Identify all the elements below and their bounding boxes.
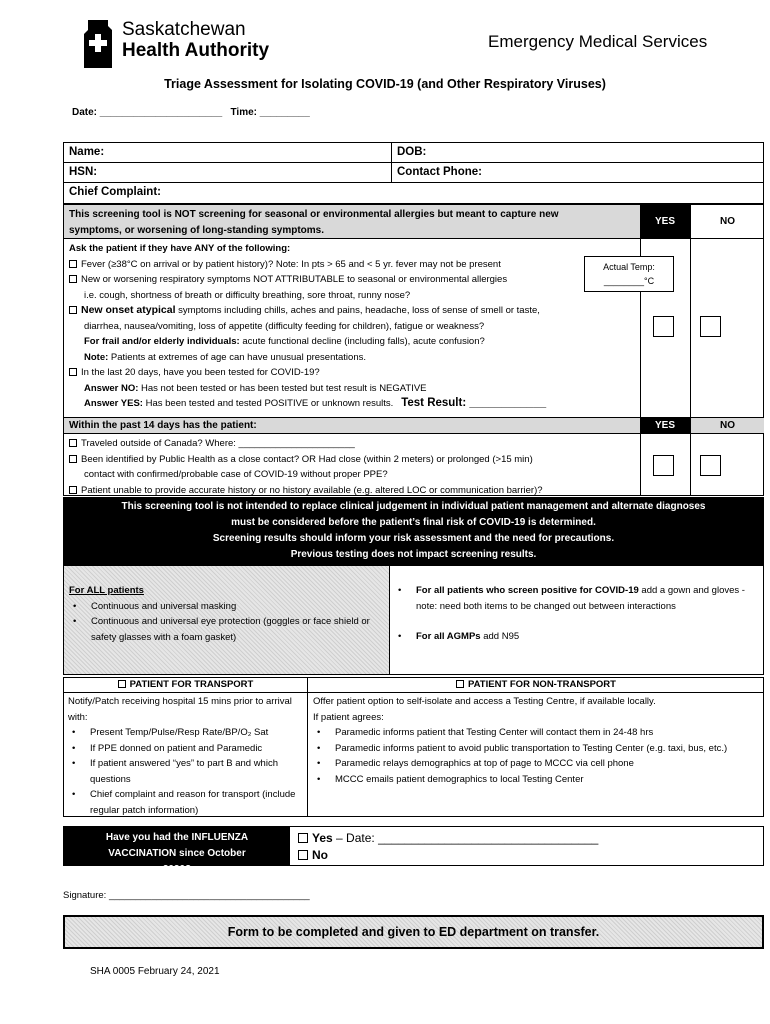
time-field[interactable]: Time: _________: [230, 107, 310, 118]
transport-item: • If PPE donned on patient and Paramedic: [68, 741, 306, 757]
precaution-item: • Continuous and universal masking: [69, 599, 387, 615]
history-checkbox[interactable]: [69, 486, 77, 494]
exposure-heading: Within the past 14 days has the patient:: [64, 417, 640, 434]
department-name: Emergency Medical Services: [488, 32, 708, 51]
nontransport-item: • Paramedic relays demographics at top of page to MCCC via cell phone: [313, 756, 761, 772]
health-authority-logo-icon: [82, 20, 114, 68]
precautions-section: [63, 565, 764, 675]
transport-item: • If patient answered “yes” to part B and which questions: [68, 756, 306, 787]
contact-checkbox[interactable]: [69, 455, 77, 463]
screening-intro: This screening tool is NOT screening for seasonal or environmental allergies but meant to capture new symptoms, or worsening of long-standing symptoms.: [64, 205, 640, 239]
transport-instructions: Notify/Patch receiving hospital 15 mins prior to arrival with: • Present Temp/Pulse/Resp Rate/BP/O₂ Sat • If PPE donned on patient and Paramedic • If patient answered “yes” to part B and which questions • Chief complaint and reason for transport (include regular patch information): [68, 694, 306, 818]
form-title: Triage Assessment for Isolating COVID-19 (and Other Respiratory Viruses): [164, 77, 606, 91]
nontransport-instructions: Offer patient option to self-isolate and access a Testing Centre, if available locally. If patient agrees: • Paramedic informs patient that Testing Center will contact them in 24-48 hrs • Paramedic informs patient to avoid public transportation to Testing Center (e.g. taxi, bus, etc.) • Paramedic relays demographics at top of page to MCCC via cell phone • MCCC emails patient demographics to local Testing Center: [313, 694, 761, 787]
screening-no-checkbox[interactable]: [700, 316, 721, 337]
date-field[interactable]: Date: ______________________: [72, 107, 223, 118]
screening-section: [63, 204, 764, 496]
disclaimer-banner: This screening tool is not intended to replace clinical judgement in individual patient management and alternate diagnoses must be considered before the patient’s final risk of COVID-19 is determined. Screening results should inform your risk assessment and the need for precautions. Previous testing does not impact screening results.: [63, 497, 764, 565]
influenza-yes-option[interactable]: Yes – Date: _________________________________: [298, 830, 598, 847]
nontransport-heading[interactable]: PATIENT FOR NON-TRANSPORT: [308, 679, 764, 690]
tested-question: In the last 20 days, have you been tested for COVID-19?: [69, 365, 639, 381]
chief-complaint-field[interactable]: Chief Complaint:: [69, 186, 161, 198]
nontransport-item: • Paramedic informs patient to avoid public transportation to Testing Center (e.g. taxi, bus, etc.): [313, 741, 761, 757]
org-name-line2: Health Authority: [122, 40, 270, 61]
nontransport-item: • MCCC emails patient demographics to local Testing Center: [313, 772, 761, 788]
exposure-yes-header: YES: [640, 417, 690, 434]
fever-checkbox[interactable]: [69, 260, 77, 268]
disposition-section: [63, 677, 764, 817]
influenza-section: [63, 826, 764, 875]
contact-question: Been identified by Public Health as a close contact? OR Had close (within 2 meters) or prolonged (>15 min): [69, 452, 644, 468]
influenza-answers: [298, 830, 598, 864]
influenza-question: Have you had the INFLUENZA VACCINATION since October 2020?: [64, 827, 290, 865]
dob-field[interactable]: DOB:: [397, 146, 427, 158]
transport-item: • Chief complaint and reason for transport (include regular patch information): [68, 787, 306, 818]
exposure-yes-checkbox[interactable]: [653, 455, 674, 476]
screening-yes-header: YES: [640, 205, 690, 239]
name-field[interactable]: Name:: [69, 146, 105, 158]
form-code: SHA 0005 February 24, 2021: [90, 966, 220, 977]
footer-banner: Form to be completed and given to ED department on transfer.: [63, 915, 764, 949]
respiratory-checkbox[interactable]: [69, 275, 77, 283]
date-time-fields: [72, 107, 310, 118]
patient-info-table: [63, 142, 764, 204]
transport-heading[interactable]: PATIENT FOR TRANSPORT: [64, 679, 307, 690]
tested-checkbox[interactable]: [69, 368, 77, 376]
hsn-field[interactable]: HSN:: [69, 166, 98, 178]
exposure-no-header: NO: [690, 417, 764, 434]
positive-precautions: • For all patients who screen positive for COVID-19 add a gown and gloves - note: need both items to be changed out between interactions • For all AGMPs add N95: [394, 583, 760, 645]
ask-label: Ask the patient if they have ANY of the following:: [69, 243, 291, 254]
screening-questions: Ask the patient if they have ANY of the following: Fever (≥38°C on arrival or by patient history)? Note: In pts > 65 and < 5 yr. fever may not be present New or worsening respiratory symptoms NOT ATTRIBUTABLE to seasonal or environmental allergies i.e. cough, shortness of breath or difficulty breathing, sore throat, runny nose? New onset atypical symptoms including chills, aches and pains, headache, loss of sense of smell or taste, diarrhea, nausea/vomiting, loss of appetite (difficulty feeding for children), fatigue or weakness? For frail and/or elderly individuals: acute functional decline (including falls), acute confusion? Note: Patients at extremes of age can have unusual presentations. In the last 20 days, have you been tested for COVID-19? Answer NO: Has not been tested or has been tested but test result is NEGATIVE Answer YES: Has been tested and tested POSITIVE or unknown results. Test Result: ____________: [69, 241, 639, 412]
actual-temp-box[interactable]: Actual Temp: ________°C: [584, 256, 674, 292]
org-name-line1: Saskatchewan: [122, 19, 246, 40]
transport-item: • Present Temp/Pulse/Resp Rate/BP/O₂ Sat: [68, 725, 306, 741]
screening-yes-checkbox[interactable]: [653, 316, 674, 337]
history-question: Patient unable to provide accurate history or no history available (e.g. altered LOC or communication barrier)?: [69, 483, 644, 499]
contact-phone-field[interactable]: Contact Phone:: [397, 166, 482, 178]
exposure-no-checkbox[interactable]: [700, 455, 721, 476]
precaution-item: • Continuous and universal eye protection (goggles or face shield or safety glasses with a foam gasket): [69, 614, 387, 645]
all-patients-precautions: For ALL patients • Continuous and universal masking • Continuous and universal eye protection (goggles or face shield or safety glasses with a foam gasket): [69, 583, 387, 645]
travel-checkbox[interactable]: [69, 439, 77, 447]
nontransport-item: • Paramedic informs patient that Testing Center will contact them in 24-48 hrs: [313, 725, 761, 741]
travel-question: Traveled outside of Canada? Where: ______________________: [69, 436, 644, 452]
influenza-no-option[interactable]: No: [298, 847, 598, 864]
signature-field[interactable]: Signature: ______________________________________: [63, 890, 310, 901]
exposure-questions: Traveled outside of Canada? Where: ______________________ Been identified by Public Health as a close contact? OR Had close (within 2 meters) or prolonged (>15 min) contact with confirmed/probable case of COVID-19 without proper PPE? Patient unable to provide accurate history or no history available (e.g. altered LOC or communication barrier)?: [69, 436, 644, 498]
fever-question: Fever (≥38°C on arrival or by patient history)? Note: In pts > 65 and < 5 yr. fever may not be present: [69, 257, 639, 273]
atypical-question: New onset atypical symptoms including chills, aches and pains, headache, loss of sense of smell or taste,: [69, 303, 639, 319]
respiratory-question: New or worsening respiratory symptoms NOT ATTRIBUTABLE to seasonal or environmental allergies: [69, 272, 639, 288]
screening-no-header: NO: [690, 205, 764, 239]
test-result-field[interactable]: Test Result: ____________: [401, 397, 547, 409]
atypical-checkbox[interactable]: [69, 306, 77, 314]
